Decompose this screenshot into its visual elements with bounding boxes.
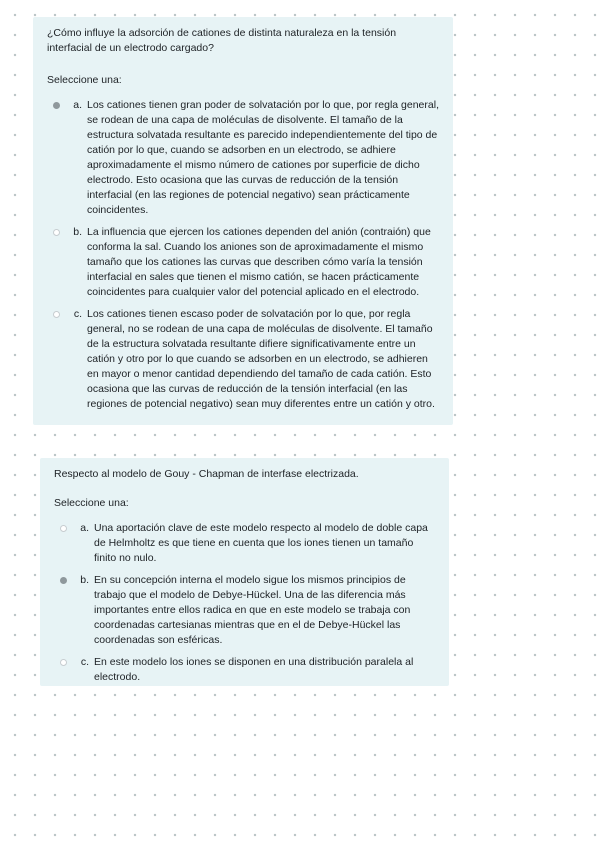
option-c[interactable] <box>47 307 439 412</box>
option-text: En su concepción interna el modelo sigue los mismos principios de trabajo que el modelo de Debye-Hückel. Una de las diferencia más importantes entre ellos radica en que en este modelo se trabaja con coordenadas cartesianas mientras que en el de Debye-Hückel las coordenadas son esféricas. <box>94 574 411 646</box>
select-prompt: Seleccione una: <box>47 74 122 86</box>
radio-button[interactable] <box>60 577 67 584</box>
option-text: Una aportación clave de este modelo respecto al modelo de doble capa de Helmholtz es que tiene en cuenta que los iones tienen un tamaño finito no nulo. <box>94 522 428 564</box>
option-letter: c. <box>80 656 89 668</box>
option-a[interactable] <box>54 521 435 566</box>
select-prompt: Seleccione una: <box>54 497 129 509</box>
question-card-2 <box>40 458 449 686</box>
option-letter: c. <box>73 308 82 320</box>
answer-options <box>54 521 435 685</box>
radio-button[interactable] <box>60 659 67 666</box>
option-c[interactable] <box>54 655 435 685</box>
answer-options <box>47 98 439 412</box>
option-letter: a. <box>80 522 89 534</box>
option-text: Los cationes tienen gran poder de solvatación por lo que, por regla general, se rodean de una capa de moléculas de disolvente. El tamaño de la estructura solvatada resultante es parecido independientemente del tipo de catión por lo que, cuando se adsorben en un electrodo, se adhiere aproximadamente el mismo número de cationes por superficie de dicho electrodo. Esto ocasiona que las curvas de reducción de la tensión interfacial (en las regiones de potencial negativo) sean prácticamente coincidentes. <box>87 99 439 216</box>
question-text: ¿Cómo influye la adsorción de cationes de distinta naturaleza en la tensión interfacial de un electrodo cargado? <box>47 27 397 54</box>
option-text: Los cationes tienen escaso poder de solvatación por lo que, por regla general, no se rodean de una capa de moléculas de disolvente. El tamaño de la estructura solvatada resultante difiere significativamente entre un catión y otro por lo que cuando se adsorben en un electrodo, se adhieren en mayor o menor cantidad dependiendo del tamaño de cada catión. Esto ocasiona que las curvas de reducción de la tensión interfacial (en las regiones de potencial negativo) sean muy diferentes entre un catión y otro. <box>87 308 435 410</box>
radio-button[interactable] <box>60 525 67 532</box>
option-letter: b. <box>73 226 82 238</box>
option-letter: a. <box>73 99 82 111</box>
question-card-1 <box>33 17 453 425</box>
option-letter: b. <box>80 574 89 586</box>
option-a[interactable] <box>47 98 439 218</box>
option-text: En este modelo los iones se disponen en una distribución paralela al electrodo. <box>94 656 414 683</box>
radio-button[interactable] <box>53 311 60 318</box>
option-b[interactable] <box>47 225 439 300</box>
question-text: Respecto al modelo de Gouy - Chapman de interfase electrizada. <box>54 468 359 480</box>
option-b[interactable] <box>54 573 435 648</box>
radio-button[interactable] <box>53 102 60 109</box>
option-text: La influencia que ejercen los cationes dependen del anión (contraión) que conforma la sal. Cuando los aniones son de aproximadamente el mismo tamaño que los cationes las curvas que describen cómo varía la tensión interfacial en sales que tienen el mismo catión, se hacen prácticamente coincidentes para cualquier valor del potencial aplicado en el electrodo. <box>87 226 431 298</box>
radio-button[interactable] <box>53 229 60 236</box>
